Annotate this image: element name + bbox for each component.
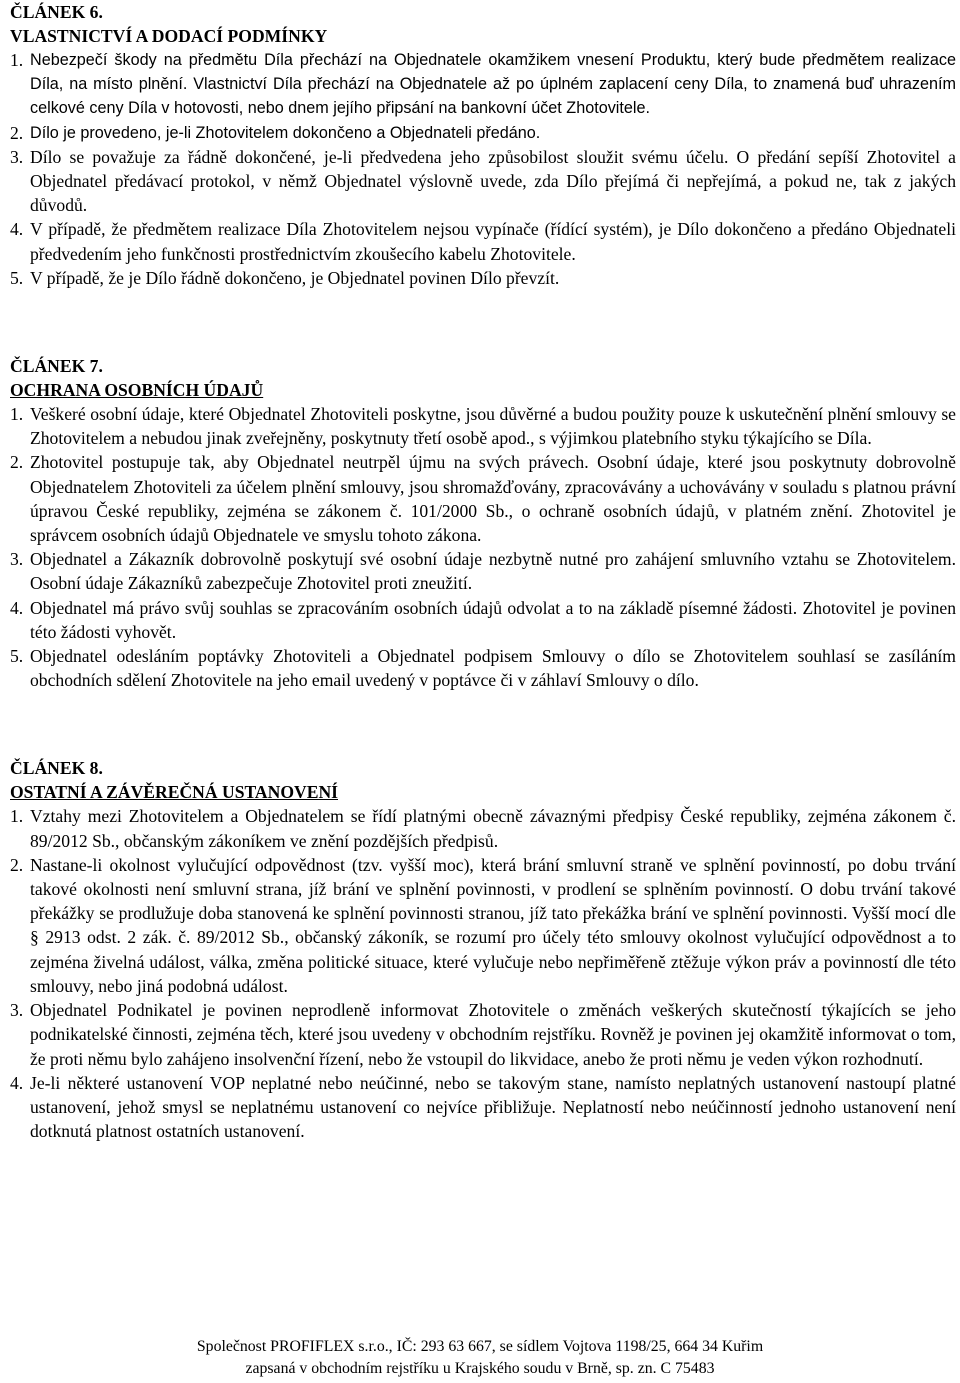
clause-number: 3. — [10, 146, 24, 167]
clause — [10, 547, 956, 595]
section-spacer — [10, 692, 956, 756]
page-footer — [0, 1336, 960, 1380]
clause — [10, 266, 956, 290]
section-spacer — [10, 290, 956, 354]
article-number: ČLÁNEK 8. — [10, 758, 103, 779]
clause-number: 1. — [10, 806, 24, 827]
clause-number: 3. — [10, 549, 24, 570]
article-title: VLASTNICTVÍ A DODACÍ PODMÍNKY — [10, 26, 328, 46]
clause-text: Objednatel a Zákazník dobrovolně poskytují své osobní údaje nezbytně nutné pro zahájení smluvního vztahu se Zhotovitelem. Osobní údaje Zákazníků zabezpečuje Zhotovitel proti zneužití. — [30, 549, 956, 594]
clause-text: Je-li některé ustanovení VOP neplatné nebo neúčinné, nebo se takovým stane, namísto neplatných ustanovení nastoupí platné ustanovení, jehož smysl se neplatnému ustanovení co nejvíce přibližuje. Neplatností nebo neúčinností jednoho ustanovení není dotknutá platnost ostatních ustanovení. — [30, 1072, 956, 1142]
clause — [10, 998, 956, 1071]
clause-text: V případě, že předmětem realizace Díla Zhotovitelem nejsou vypínače (řídící systém), je Dílo dokončeno a předáno Objednateli předvedením jeho funkčnosti prostřednictvím zkoušecího kabelu Zhotovitele. — [30, 219, 956, 264]
article-6 — [10, 0, 956, 290]
footer-company-line: Společnost PROFIFLEX s.r.o., IČ: 293 63 667, se sídlem Vojtova 1198/25, 664 34 Kuřim — [196, 1338, 764, 1355]
clause-number: 4. — [10, 597, 24, 618]
clause — [10, 402, 956, 450]
clause-text: Dílo je provedeno, je-li Zhotovitelem dokončeno a Objednateli předáno. — [30, 123, 541, 142]
clause — [10, 804, 956, 852]
clause-number: 4. — [10, 219, 24, 240]
clause-text: Veškeré osobní údaje, které Objednatel Zhotoviteli poskytne, jsou důvěrné a budou použity pouze k uskutečnění plnění smlouvy se Zhotovitelem a nebudou jinak zveřejněny, poskytnuty třetí osobě apod., s výjimkou platebního styku týkajícího se Díla. — [30, 404, 956, 449]
clause — [10, 644, 956, 692]
clause-number: 1. — [10, 404, 24, 425]
clause-text: Dílo se považuje za řádně dokončené, je-li předvedena jeho způsobilost sloužit svému účelu. O předání sepíší Zhotovitel a Objednatel předávací protokol, v němž Objednatel výslovně uvede, zda Dílo přejímá či nepřejímá, a pokud ne, tak z jakých důvodů. — [30, 146, 956, 216]
article-8 — [10, 756, 956, 1143]
clause-text: V případě, že je Dílo řádně dokončeno, je Objednatel povinen Dílo převzít. — [30, 267, 560, 288]
clause-text: Vztahy mezi Zhotovitelem a Objednatelem se řídí platnými obecně závaznými předpisy České republiky, zejména zákonem č. 89/2012 Sb., občanským zákoníkem ve znění pozdějších předpisů. — [30, 806, 956, 851]
footer-registry-line: zapsaná v obchodním rejstříku u Krajského soudu v Brně, sp. zn. C 75483 — [245, 1360, 715, 1377]
clause-text: Zhotovitel postupuje tak, aby Objednatel neutrpěl újmu na svých právech. Osobní údaje, které jsou poskytnuty dobrovolně Objednatelem Zhotoviteli za účelem plnění smlouvy, jsou shromažďovány, zpracovávány a uchovávány v souladu s platnou právní úpravou České republiky, zejména se zákonem č. 101/2000 Sb., o ochraně osobních údajů, v platném znění. Zhotovitel je správcem osobních údajů Objednatele ve smyslu tohoto zákona. — [30, 452, 956, 546]
article-number: ČLÁNEK 6. — [10, 2, 103, 22]
clause-text: Objednatel odesláním poptávky Zhotoviteli a Objednatel podpisem Smlouvy o dílo se Zhotovitelem souhlasí se zasíláním obchodních sdělení Zhotovitele na jeho email uvedený v poptávce či v záhlaví Smlouvy o dílo. — [30, 646, 956, 691]
clause-number: 5. — [10, 646, 24, 667]
article-number: ČLÁNEK 7. — [10, 356, 103, 377]
clause-number: 3. — [10, 1000, 24, 1021]
clause — [10, 1071, 956, 1144]
clause-text: Nastane-li okolnost vylučující odpovědnost (tzv. vyšší moc), která brání smluvní straně ve splnění povinností, po dobu trvání takové okolnosti není smluvní strana, jíž brání ve splnění povinnosti, v prodlení se splněním povinností. O dobu trvání takové překážky se prodlužuje doba stanovená ke splnění povinnosti stranou, jíž tato překážka brání ve splnění povinnosti. Vyšší mocí dle § 2913 odst. 2 zák. č. 89/2012 Sb., občanský zákoník, se rozumí pro účely této smlouvy okolnost vylučující odpovědnost a to zejména živelná událost, válka, změna politické situace, které vylučuje nebo nepřiměřeně ztěžuje výkon práv a povinností dle této smlouvy, nebo jiná podobná událost. — [30, 854, 956, 996]
document-body — [10, 0, 956, 1143]
clause-number: 2. — [10, 452, 24, 473]
clause — [10, 121, 956, 145]
clause-number: 5. — [10, 267, 24, 288]
clause-text: Nebezpečí škody na předmětu Díla přechází na Objednatele okamžikem vnesení Produktu, který bude předmětem realizace Díla, na místo plnění. Vlastnictví Díla přechází na Objednatele až po úplném zaplacení ceny Díla, to znamená buď uhrazením celkové ceny Díla v hotovosti, nebo dnem jejího připsání na bankovní účet Zhotovitele. — [30, 51, 956, 118]
article-title: OCHRANA OSOBNÍCH ÚDAJŮ — [10, 380, 264, 401]
clause — [10, 853, 956, 998]
article-title: OSTATNÍ A ZÁVĚREČNÁ USTANOVENÍ — [10, 782, 338, 803]
clause — [10, 48, 956, 121]
article-7 — [10, 354, 956, 692]
clause — [10, 145, 956, 218]
clause — [10, 596, 956, 644]
clause-text: Objednatel Podnikatel je povinen neprodleně informovat Zhotovitele o změnách veškerých skutečností týkajících se jeho podnikatelské činnosti, zejména těch, které jsou uvedeny v obchodním rejstříku. Rovněž je povinen jej okamžitě informovat o tom, že proti němu bylo zahájeno insolvenční řízení, nebo že vstoupil do likvidace, anebo že proti němu je veden výkon rozhodnutí. — [30, 1000, 956, 1069]
clause-number: 1. — [10, 50, 24, 70]
clause-number: 2. — [10, 122, 24, 143]
clause-number: 4. — [10, 1072, 24, 1093]
clause-text: Objednatel má právo svůj souhlas se zpracováním osobních údajů odvolat a to na základě písemné žádosti. Zhotovitel je povinen této žádosti vyhovět. — [30, 597, 956, 642]
clause — [10, 450, 956, 547]
clause — [10, 217, 956, 265]
clause-number: 2. — [10, 854, 24, 875]
